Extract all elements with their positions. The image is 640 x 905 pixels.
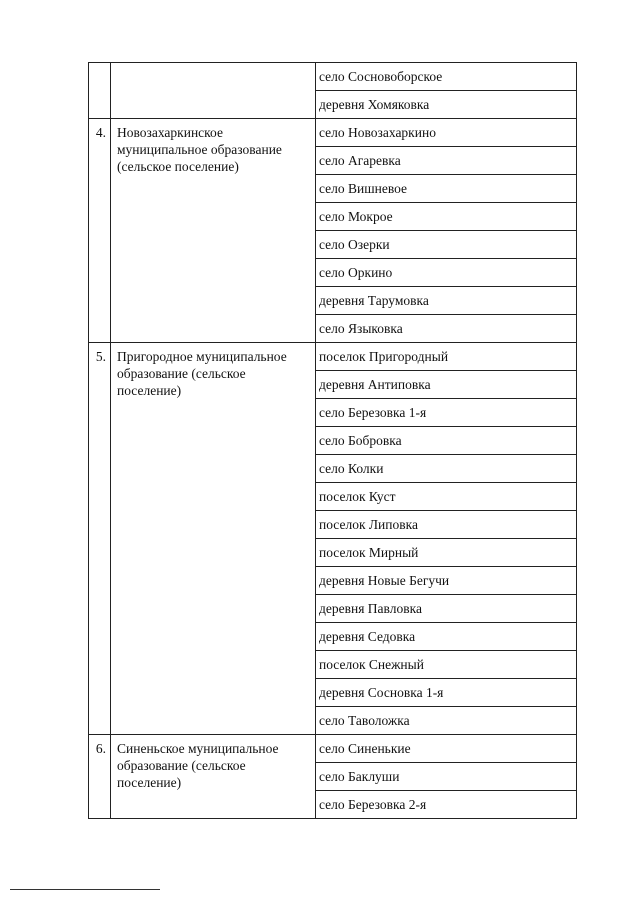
settlement-name: село Озерки bbox=[316, 231, 577, 259]
settlement-name: поселок Мирный bbox=[316, 539, 577, 567]
settlement-name: деревня Павловка bbox=[316, 595, 577, 623]
municipality-name: Пригородное муниципальное образование (сельское поселение) bbox=[111, 343, 316, 735]
settlement-name: село Синенькие bbox=[316, 735, 577, 763]
settlement-name: поселок Куст bbox=[316, 483, 577, 511]
municipality-name bbox=[111, 63, 316, 119]
settlement-name: село Березовка 2-я bbox=[316, 791, 577, 819]
table-row bbox=[89, 343, 577, 371]
settlement-name: деревня Сосновка 1-я bbox=[316, 679, 577, 707]
table-row bbox=[89, 63, 577, 91]
municipality-name: Синеньское муниципальное образование (сельское поселение) bbox=[111, 735, 316, 819]
settlement-name: поселок Липовка bbox=[316, 511, 577, 539]
settlement-name: село Языковка bbox=[316, 315, 577, 343]
settlement-name: село Колки bbox=[316, 455, 577, 483]
settlements-table-container bbox=[88, 62, 576, 819]
table-row bbox=[89, 119, 577, 147]
settlement-name: село Мокрое bbox=[316, 203, 577, 231]
settlement-name: деревня Новые Бегучи bbox=[316, 567, 577, 595]
settlement-name: село Новозахаркино bbox=[316, 119, 577, 147]
settlement-name: село Таволожка bbox=[316, 707, 577, 735]
settlement-name: село Березовка 1-я bbox=[316, 399, 577, 427]
row-number bbox=[89, 63, 111, 119]
footnote-separator bbox=[10, 889, 160, 890]
row-number: 4. bbox=[89, 119, 111, 343]
settlement-name: село Бобровка bbox=[316, 427, 577, 455]
settlement-name: поселок Пригородный bbox=[316, 343, 577, 371]
settlement-name: село Вишневое bbox=[316, 175, 577, 203]
settlement-name: село Сосновоборское bbox=[316, 63, 577, 91]
municipality-name: Новозахаркинское муниципальное образование (сельское поселение) bbox=[111, 119, 316, 343]
settlement-name: деревня Седовка bbox=[316, 623, 577, 651]
settlements-table bbox=[88, 62, 577, 819]
settlement-name: село Оркино bbox=[316, 259, 577, 287]
settlement-name: деревня Антиповка bbox=[316, 371, 577, 399]
table-row bbox=[89, 735, 577, 763]
settlement-name: село Агаревка bbox=[316, 147, 577, 175]
settlement-name: поселок Снежный bbox=[316, 651, 577, 679]
settlement-name: деревня Хомяковка bbox=[316, 91, 577, 119]
row-number: 5. bbox=[89, 343, 111, 735]
table-body bbox=[89, 63, 577, 819]
row-number: 6. bbox=[89, 735, 111, 819]
settlement-name: село Баклуши bbox=[316, 763, 577, 791]
settlement-name: деревня Тарумовка bbox=[316, 287, 577, 315]
